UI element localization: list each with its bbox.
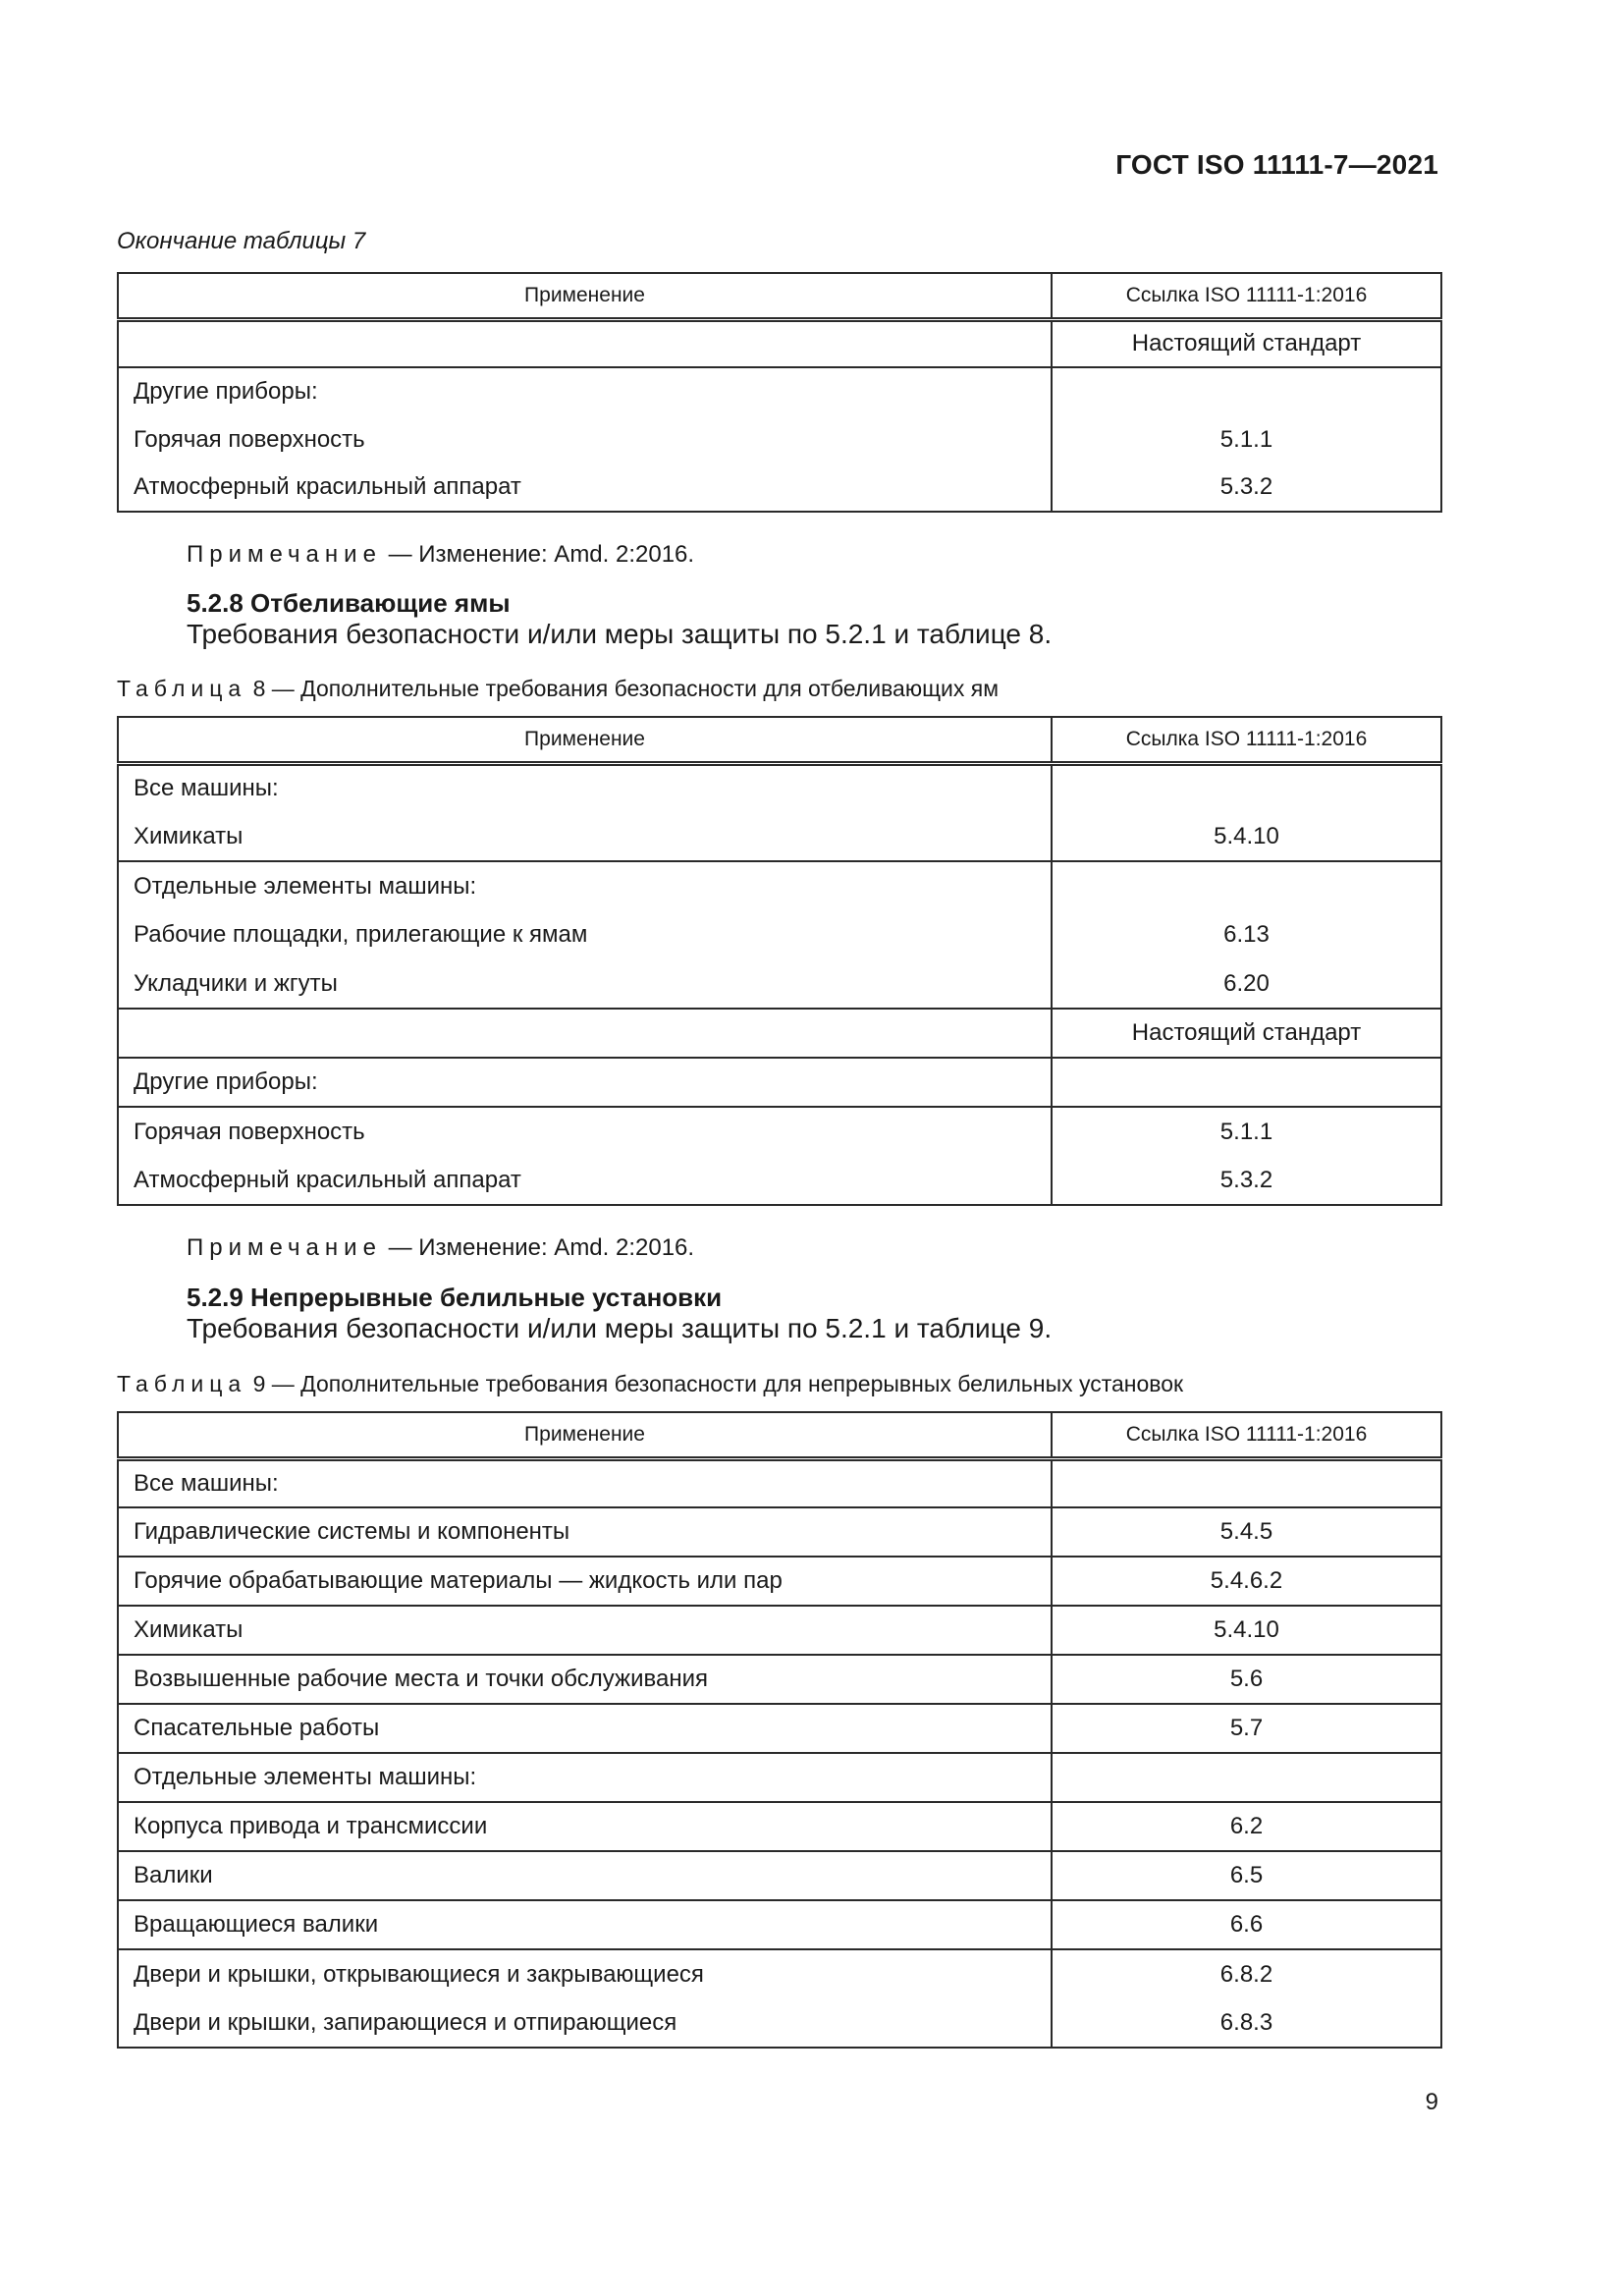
section-5-2-8-heading: 5.2.8 Отбеливающие ямы	[187, 588, 511, 618]
table-row	[118, 1704, 1441, 1753]
table-row	[118, 367, 1441, 415]
table-cell-empty	[1052, 1458, 1441, 1507]
table-row	[118, 812, 1441, 861]
table-cell-application: Двери и крышки, открывающиеся и закрывающиеся	[118, 1949, 1052, 1998]
table-title-text: 9 — Дополнительные требования безопасности для непрерывных белильных установок	[252, 1371, 1184, 1396]
table-row	[118, 1802, 1441, 1851]
table-cell-empty	[1052, 1753, 1441, 1802]
table-cell-empty	[1052, 861, 1441, 910]
page-number: 9	[1425, 2089, 1438, 2115]
table7-note	[187, 541, 694, 569]
section-5-2-9-heading: 5.2.9 Непрерывные белильные установки	[187, 1283, 723, 1312]
column-header-application: Применение	[118, 273, 1052, 319]
column-header-application: Применение	[118, 1412, 1052, 1458]
table-cell-application: Рабочие площадки, прилегающие к ямам	[118, 910, 1052, 959]
table-row	[118, 464, 1441, 512]
table-title-label: Таблица	[117, 676, 247, 701]
column-header-reference: Ссылка ISO 11111-1:2016	[1052, 717, 1441, 763]
table-header-row	[118, 273, 1441, 319]
table-row	[118, 1156, 1441, 1205]
table-cell-reference: 6.6	[1052, 1900, 1441, 1949]
table-cell-application: Вращающиеся валики	[118, 1900, 1052, 1949]
table8	[117, 716, 1442, 1206]
note-text: — Изменение: Amd. 2:2016.	[388, 1234, 695, 1261]
table9-title	[117, 1371, 1183, 1397]
table7-end	[117, 272, 1442, 513]
table-cell-application: Горячая поверхность	[118, 1107, 1052, 1156]
table-cell-empty	[1052, 367, 1441, 415]
table-row	[118, 1753, 1441, 1802]
table-title-label: Таблица	[117, 1371, 247, 1396]
table-cell-reference: 6.8.2	[1052, 1949, 1441, 1998]
table-cell-empty	[118, 319, 1052, 367]
document-code: ГОСТ ISO 11111-7—2021	[1115, 149, 1438, 180]
table-cell-reference: 5.4.5	[1052, 1507, 1441, 1557]
table-row	[118, 1058, 1441, 1107]
note-text: — Изменение: Amd. 2:2016.	[388, 541, 695, 568]
table-cell-reference: 6.2	[1052, 1802, 1441, 1851]
table9	[117, 1411, 1442, 2049]
group-title: Все машины:	[118, 763, 1052, 812]
table-cell-application: Гидравлические системы и компоненты	[118, 1507, 1052, 1557]
column-header-application: Применение	[118, 717, 1052, 763]
table7-continuation-caption: Окончание таблицы 7	[117, 228, 366, 254]
table-row	[118, 1998, 1441, 2048]
table-row	[118, 1557, 1441, 1606]
group-title: Все машины:	[118, 1458, 1052, 1507]
table-row	[118, 1009, 1441, 1058]
table-cell-application: Двери и крышки, запирающиеся и отпирающиеся	[118, 1998, 1052, 2048]
table-row	[118, 763, 1441, 812]
table-cell-application: Горячая поверхность	[118, 415, 1052, 464]
table-row	[118, 1107, 1441, 1156]
group-title: Отдельные элементы машины:	[118, 1753, 1052, 1802]
table-row	[118, 910, 1441, 959]
note-label: Примечание	[187, 541, 382, 568]
table-row	[118, 1507, 1441, 1557]
table-header-row	[118, 717, 1441, 763]
table-cell-application: Корпуса привода и трансмиссии	[118, 1802, 1052, 1851]
table-cell-application: Горячие обрабатывающие материалы — жидкость или пар	[118, 1557, 1052, 1606]
column-header-reference: Ссылка ISO 11111-1:2016	[1052, 1412, 1441, 1458]
section-5-2-9-text: Требования безопасности и/или меры защиты по 5.2.1 и таблице 9.	[187, 1313, 1053, 1343]
table-cell-reference: 5.3.2	[1052, 464, 1441, 512]
table-row	[118, 1949, 1441, 1998]
table-cell-reference: 5.4.10	[1052, 1606, 1441, 1655]
table-cell-application: Возвышенные рабочие места и точки обслуживания	[118, 1655, 1052, 1704]
table-cell-reference: 5.1.1	[1052, 1107, 1441, 1156]
column-header-reference: Ссылка ISO 11111-1:2016	[1052, 273, 1441, 319]
group-title: Другие приборы:	[118, 367, 1052, 415]
table-cell-reference: 6.20	[1052, 959, 1441, 1009]
table-cell-reference: 5.4.10	[1052, 812, 1441, 861]
table-cell-reference: 5.4.6.2	[1052, 1557, 1441, 1606]
table-title-text: 8 — Дополнительные требования безопасности для отбеливающих ям	[252, 676, 1000, 701]
table-cell-empty	[1052, 763, 1441, 812]
table8-note	[187, 1234, 694, 1262]
table-cell-reference: 6.5	[1052, 1851, 1441, 1900]
table-cell-reference: 5.1.1	[1052, 415, 1441, 464]
group-title: Отдельные элементы машины:	[118, 861, 1052, 910]
table8-title	[117, 676, 999, 702]
table-row	[118, 319, 1441, 367]
table-cell-reference: 5.3.2	[1052, 1156, 1441, 1205]
table-cell-reference: 6.13	[1052, 910, 1441, 959]
table-row	[118, 1458, 1441, 1507]
table-cell-application: Химикаты	[118, 812, 1052, 861]
table-cell-application: Спасательные работы	[118, 1704, 1052, 1753]
table-header-row	[118, 1412, 1441, 1458]
table-cell-application: Атмосферный красильный аппарат	[118, 1156, 1052, 1205]
table-cell-reference: 5.7	[1052, 1704, 1441, 1753]
table-cell-application: Химикаты	[118, 1606, 1052, 1655]
section-5-2-8-text: Требования безопасности и/или меры защиты по 5.2.1 и таблице 8.	[187, 619, 1053, 649]
table-row	[118, 959, 1441, 1009]
table-row	[118, 1606, 1441, 1655]
table-row	[118, 1900, 1441, 1949]
table-cell-application: Валики	[118, 1851, 1052, 1900]
table-cell-reference: 6.8.3	[1052, 1998, 1441, 2048]
table-cell-empty	[1052, 1058, 1441, 1107]
table-cell-empty	[118, 1009, 1052, 1058]
standard-label: Настоящий стандарт	[1052, 319, 1441, 367]
table-row	[118, 1851, 1441, 1900]
table-cell-reference: 5.6	[1052, 1655, 1441, 1704]
standard-label: Настоящий стандарт	[1052, 1009, 1441, 1058]
table-row	[118, 861, 1441, 910]
table-cell-application: Атмосферный красильный аппарат	[118, 464, 1052, 512]
table-row	[118, 1655, 1441, 1704]
table-row	[118, 415, 1441, 464]
table-cell-application: Укладчики и жгуты	[118, 959, 1052, 1009]
note-label: Примечание	[187, 1234, 382, 1261]
group-title: Другие приборы:	[118, 1058, 1052, 1107]
